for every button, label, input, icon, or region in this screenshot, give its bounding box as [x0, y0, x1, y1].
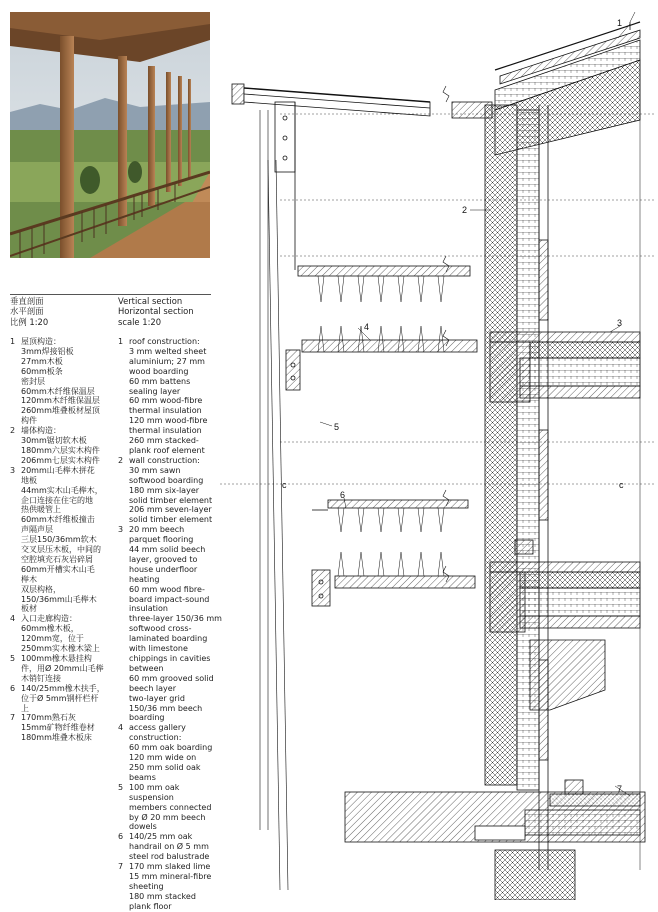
- header-cn-line: 垂直剖面: [10, 296, 44, 306]
- legend-en-item-line: beams: [129, 772, 156, 782]
- legend-en-item-number: 7: [118, 862, 124, 872]
- legend-en-item-line: 170 mm slaked lime: [129, 862, 211, 872]
- legend-cn-item-line: 120mm木纤维保温层: [21, 396, 100, 406]
- callout-5: 5: [334, 422, 340, 432]
- legend-en-item-line: thermal insulation: [129, 426, 202, 436]
- section-mark-c-right: c: [619, 480, 624, 490]
- legend-en-item-line: 180 mm stacked: [129, 891, 196, 901]
- legend-en-item-line: sheeting: [129, 881, 164, 891]
- legend-en-item-line: thermal insulation: [129, 406, 202, 416]
- header-cn-line: 比例 1:20: [10, 316, 49, 327]
- legend-cn-item-line: 榉木: [21, 574, 37, 584]
- legend-cn-item-line: 120mm宽，位于: [21, 634, 84, 644]
- legend-en-item-number: 3: [118, 525, 124, 535]
- legend-en-item-line: beech layer: [129, 683, 177, 693]
- legend-en-item-2: [118, 456, 218, 525]
- legend-cn-item-line: 声隔声层: [21, 525, 53, 535]
- legend-en-item-line: 60 mm grooved solid: [129, 673, 214, 683]
- header-en-line: scale 1:20: [118, 316, 162, 327]
- legend-en-item-line: 3 mm welted sheet: [129, 346, 207, 356]
- callout-4: 4: [364, 322, 370, 332]
- legend-cn-item-5: [10, 654, 110, 684]
- header-rule: [10, 294, 211, 295]
- legend-en-item-line: roof construction:: [129, 337, 200, 346]
- header-cn: [10, 296, 48, 327]
- legend-cn-item-line: 60mm木纤维保温层: [21, 386, 95, 396]
- legend-cn-item-2: [10, 426, 110, 466]
- legend-en-item-line: by Ø 20 mm beech: [129, 812, 206, 822]
- legend-cn-item-line: 密封层: [21, 376, 45, 386]
- callout-1: 1: [617, 18, 623, 28]
- legend-cn-item-line: 60mm橡木板，: [21, 624, 79, 634]
- legend-en-item-line: boarding: [129, 713, 165, 723]
- legend-cn-item-line: 位于Ø 5mm钢杆栏杆: [21, 693, 99, 703]
- callout-3: 3: [617, 318, 623, 328]
- legend-en-item-line: solid timber element: [129, 515, 213, 525]
- legend-cn-item-line: 板材: [21, 604, 37, 614]
- legend-en-item-3: [118, 525, 222, 723]
- legend-en-item-line: 60 mm battens: [129, 376, 191, 386]
- legend-en-item-line: 60 mm wood fibre-: [129, 584, 205, 594]
- legend-en-item-line: 100 mm oak: [129, 782, 180, 792]
- legend-en-item-line: 140/25 mm oak: [129, 832, 193, 842]
- legend-cn: [10, 337, 110, 743]
- legend-en-item-line: plank roof element: [129, 445, 205, 455]
- legend-en-item-line: 60 mm oak boarding: [129, 743, 213, 753]
- callout-6: 6: [340, 490, 346, 500]
- legend-cn-item-line: 入口走廊构造：: [21, 614, 77, 624]
- legend-en-item-7: [118, 862, 218, 912]
- header-cn-line: 水平剖面: [10, 306, 44, 317]
- legend-en: [118, 337, 222, 912]
- section-mark-c-left: c: [282, 480, 287, 490]
- legend-en-item-line: 250 mm solid oak: [129, 762, 201, 772]
- legend-en-item-line: board impact-sound: [129, 594, 210, 604]
- legend-en-item-line: 120 mm wide on: [129, 753, 197, 763]
- callout-7: 7: [617, 784, 623, 794]
- legend-cn-item-line: 20mm山毛榉木拼花: [21, 465, 95, 475]
- legend-cn-item-number: 3: [10, 465, 16, 475]
- header-en-line: Vertical section: [118, 296, 183, 306]
- legend-cn-item-line: 250mm实木橡木梁上: [21, 644, 100, 654]
- legend-cn-item-line: 双层构格，: [21, 584, 61, 594]
- legend-en-item-line: heating: [129, 574, 160, 584]
- legend-en-item-line: 120 mm wood-fibre: [129, 416, 208, 426]
- legend-en-item-line: with limestone: [129, 644, 188, 654]
- legend-en-item-line: chippings in cavities: [129, 654, 211, 663]
- legend-en-item-line: parquet flooring: [129, 535, 194, 545]
- legend-cn-item-3: [10, 466, 110, 615]
- legend-en-item-line: solid timber element: [129, 495, 213, 505]
- legend-en-item-line: plank floor: [129, 901, 172, 911]
- legend-en-item-line: 60 mm wood-fibre: [129, 396, 203, 406]
- legend-en-item-line: handrail on Ø 5 mm: [129, 842, 209, 852]
- legend-en-item-line: suspension: [129, 792, 174, 802]
- legend-cn-item-number: 1: [10, 337, 16, 346]
- legend-en-item-1: [118, 337, 218, 456]
- legend-cn-item-line: 60mm板条: [21, 366, 63, 376]
- legend-en-item-number: 6: [118, 832, 124, 842]
- legend-cn-item-line: 180mm六层实木构件: [21, 445, 100, 455]
- legend-cn-item-line: 热供暖管上: [21, 505, 61, 515]
- legend-cn-item-4: [10, 614, 110, 654]
- legend-cn-item-line: 30mm锯切软木板: [21, 436, 87, 446]
- legend-cn-item-number: 4: [10, 614, 16, 624]
- legend-cn-item-line: 150/36mm山毛榉木: [21, 594, 97, 604]
- legend-en-item-line: softwood boarding: [129, 475, 204, 485]
- legend-en-item-line: members connected: [129, 802, 212, 812]
- header-en-line: Horizontal section: [118, 306, 194, 317]
- legend-en-item-5: [118, 783, 218, 833]
- legend-en-item-line: 44 mm solid beech: [129, 545, 206, 555]
- legend-cn-item-line: 三层150/36mm软木: [21, 535, 97, 545]
- legend-en-item-number: 5: [118, 782, 124, 792]
- legend-en-item-line: insulation: [129, 604, 168, 614]
- legend-en-item-line: 30 mm sawn: [129, 465, 181, 475]
- legend-en-item-line: aluminium; 27 mm: [129, 356, 205, 366]
- legend-en-item-line: three-layer 150/36 mm: [129, 614, 222, 624]
- legend-en-item-line: 206 mm seven-layer: [129, 505, 212, 515]
- header-en: [118, 296, 194, 327]
- legend-cn-item-6: [10, 684, 110, 714]
- legend-en-item-line: laminated boarding: [129, 634, 208, 644]
- legend-en-item-line: layer, grooved to: [129, 554, 198, 564]
- legend-cn-item-line: 27mm木板: [21, 356, 63, 366]
- legend-cn-item-line: 件，用Ø 20mm山毛榉: [21, 663, 104, 673]
- legend-cn-item-line: 屋顶构造：: [21, 337, 61, 346]
- legend-en-item-line: house underfloor: [129, 564, 198, 574]
- legend-cn-item-line: 3mm焊接铝板: [21, 346, 74, 356]
- legend-en-item-line: dowels: [129, 822, 157, 832]
- legend-en-item-line: softwood cross-: [129, 624, 192, 634]
- legend-en-item-line: steel rod balustrade: [129, 852, 210, 862]
- legend-cn-item-1: [10, 337, 110, 426]
- legend-en-item-line: 260 mm stacked-: [129, 436, 199, 446]
- legend-cn-item-line: 170mm熟石灰: [21, 713, 76, 723]
- legend-cn-item-line: 墙体构造：: [21, 426, 61, 436]
- legend-en-item-line: wall construction:: [129, 455, 200, 465]
- legend-en-item-6: [118, 832, 218, 862]
- gallery-photo: [10, 12, 210, 258]
- legend-en-item-line: 15 mm mineral-fibre: [129, 871, 212, 881]
- legend-cn-item-line: 180mm堆叠木板床: [21, 733, 92, 743]
- legend-cn-item-line: 44mm实木山毛榉木，: [21, 485, 103, 495]
- callout-2: 2: [462, 205, 468, 215]
- section-drawing: [220, 10, 656, 900]
- legend-en-item-line: between: [129, 663, 164, 673]
- legend-cn-item-line: 企口连接在住宅的地: [21, 495, 93, 505]
- legend-en-item-number: 2: [118, 455, 124, 465]
- legend-cn-item-number: 5: [10, 654, 16, 663]
- legend-en-item-4: [118, 723, 218, 782]
- legend-cn-item-line: 地板: [21, 475, 37, 485]
- legend-cn-item-number: 7: [10, 713, 16, 723]
- legend-cn-item-line: 构件: [21, 416, 37, 426]
- legend-en-item-number: 4: [118, 723, 124, 733]
- legend-en-item-line: 20 mm beech: [129, 525, 185, 535]
- legend-cn-item-7: [10, 713, 110, 743]
- legend-en-item-line: 180 mm six-layer: [129, 485, 200, 495]
- legend-cn-item-number: 6: [10, 683, 16, 693]
- legend-cn-item-line: 206mm七层实木构件: [21, 455, 100, 465]
- legend-cn-item-line: 60mm开槽实木山毛: [21, 564, 95, 574]
- legend-en-item-line: sealing layer: [129, 386, 181, 396]
- legend-cn-item-line: 上: [21, 703, 29, 713]
- legend-en-item-line: two-layer grid: [129, 693, 185, 703]
- legend-cn-item-line: 木销钉连接: [21, 673, 61, 683]
- legend-cn-item-number: 2: [10, 426, 16, 436]
- legend-cn-item-line: 60mm木纤维板撞击: [21, 515, 95, 525]
- legend-cn-item-line: 空腔填充石灰岩碎屑: [21, 554, 93, 564]
- legend-cn-item-line: 260mm堆叠板材屋顶: [21, 406, 100, 416]
- legend-en-item-line: access gallery: [129, 723, 186, 733]
- legend-en-item-line: construction:: [129, 733, 182, 743]
- legend-cn-item-line: 140/25mm橡木扶手，: [21, 683, 105, 693]
- legend-cn-item-line: 15mm矿物纤维卷材: [21, 723, 95, 733]
- legend-cn-item-line: 100mm橡木悬挂构: [21, 654, 92, 663]
- legend-en-item-number: 1: [118, 337, 124, 346]
- legend-en-item-line: 150/36 mm beech: [129, 703, 203, 713]
- legend-en-item-line: wood boarding: [129, 366, 189, 376]
- legend-cn-item-line: 交叉层压木板，中间的: [21, 545, 101, 555]
